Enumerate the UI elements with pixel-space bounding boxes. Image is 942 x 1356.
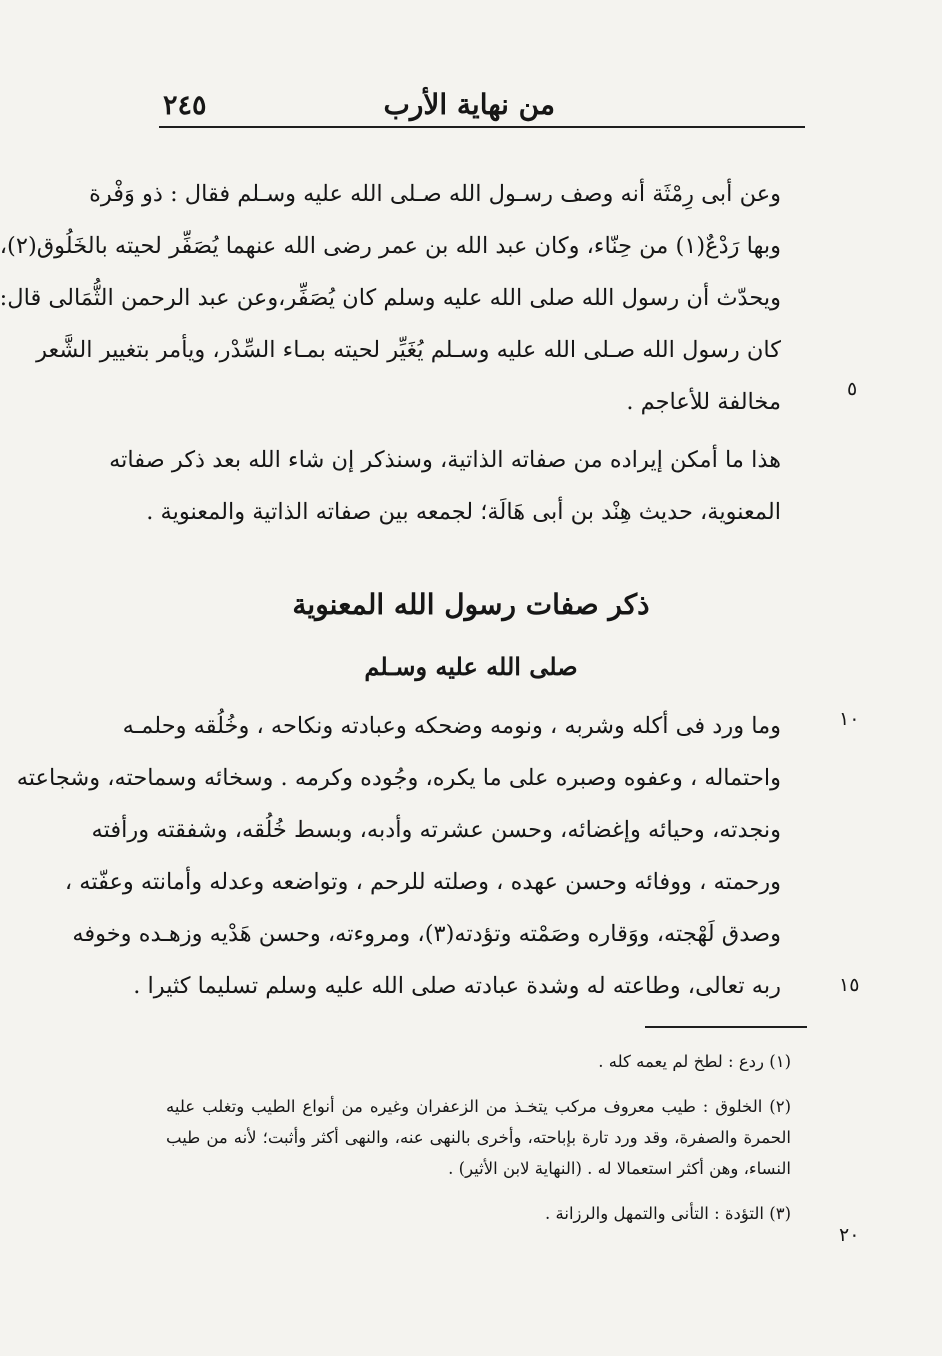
text-line: ورحمته ، ووفائه وحسن عهده ، وصلته للرحم ، وتواضعه وعدله وأمانته وعفّته ، xyxy=(64,869,781,895)
section-subheading: صلى الله عليه وسـلم xyxy=(364,652,578,681)
text-line: ربه تعالى، وطاعته له وشدة عبادته صلى الله عليه وسلم تسليما كثيرا . xyxy=(133,973,781,999)
text-line: وعن أبى رِمْثَة أنه وصف رسـول الله صـلى الله عليه وسـلم فقال : ذو وَفْرة xyxy=(89,181,781,207)
text-line: وما ورد فى أكله وشربه ، ونومه وضحكه وعبادته ونكاحه ، وخُلُقه وحلمـه xyxy=(122,713,781,739)
footnote-1: (١) ردع : لطخ لم يعمه كله . xyxy=(598,1052,791,1071)
text-line: ويحدّث أن رسول الله صلى الله عليه وسلم كان يُصَفِّر،وعن عبد الرحمن الثُّمَالى قال: xyxy=(0,285,781,311)
text-line: وصدق لَهْجته، ووَقاره وصَمْته وتؤدته(٣)، ومروءته، وحسن هَدْيه وزهـده وخوفه xyxy=(72,921,781,947)
text-line: ونجدته، وحيائه وإغضائه، وحسن عشرته وأدبه، وبسط خُلُقه، وشفقته ورأفته xyxy=(91,817,781,843)
line-number-15: ١٥ xyxy=(839,974,860,996)
paragraph-transition xyxy=(109,434,781,538)
paragraph-hair-dye xyxy=(0,168,781,428)
footnotes xyxy=(166,1046,791,1229)
section-heading: ذكر صفات رسول الله المعنوية xyxy=(292,588,650,621)
text-line: المعنوية، حديث هِنْد بن أبى هَالَة؛ لجمعه بين صفاته الذاتية والمعنوية . xyxy=(146,499,781,525)
text-line: مخالفة للأعاجم . xyxy=(626,389,781,415)
text-line: هذا ما أمكن إيراده من صفاته الذاتية، وسنذكر إن شاء الله بعد ذكر صفاته xyxy=(109,447,781,473)
line-number-10: ١٠ xyxy=(839,708,860,730)
text-line: كان رسول الله صـلى الله عليه وسـلم يُغَيِّر لحيته بمـاء السِّدْر، ويأمر بتغيير الشَّعر xyxy=(36,337,781,363)
footnote-2: (٢) الخلوق : طيب معروف مركب يتخـذ من الزعفران وغيره من أنواع الطيب وتغلب عليه الحمرة والصفرة، وقد ورد تارة بإباحته، وأخرى بالنهى عنه، والنهى أكثر وأثبت؛ لأنه من طيب النساء، وهن أكثر استعمالا له . (النهاية لابن الأثير) . xyxy=(166,1097,791,1178)
running-title: من نهاية الأرب xyxy=(383,88,555,121)
footnote-separator xyxy=(645,1026,807,1028)
line-number-5: ٥ xyxy=(847,378,858,400)
line-number-20: ٢٠ xyxy=(839,1224,860,1246)
paragraph-moral-traits xyxy=(16,700,781,1012)
text-line: واحتماله ، وعفوه وصبره على ما يكره، وجُوده وكرمه . وسخائه وسماحته، وشجاعته xyxy=(16,765,781,791)
page-number: ٢٤٥ xyxy=(163,90,207,121)
running-header xyxy=(159,78,805,128)
text-line: وبها رَدْعٌ(١) من حِنّاء، وكان عبد الله بن عمر رضى الله عنهما يُصَفِّر لحيته بالخَلُوق(٢)، xyxy=(0,233,781,259)
footnote-3: (٣) التؤدة : التأنى والتمهل والرزانة . xyxy=(545,1204,791,1223)
